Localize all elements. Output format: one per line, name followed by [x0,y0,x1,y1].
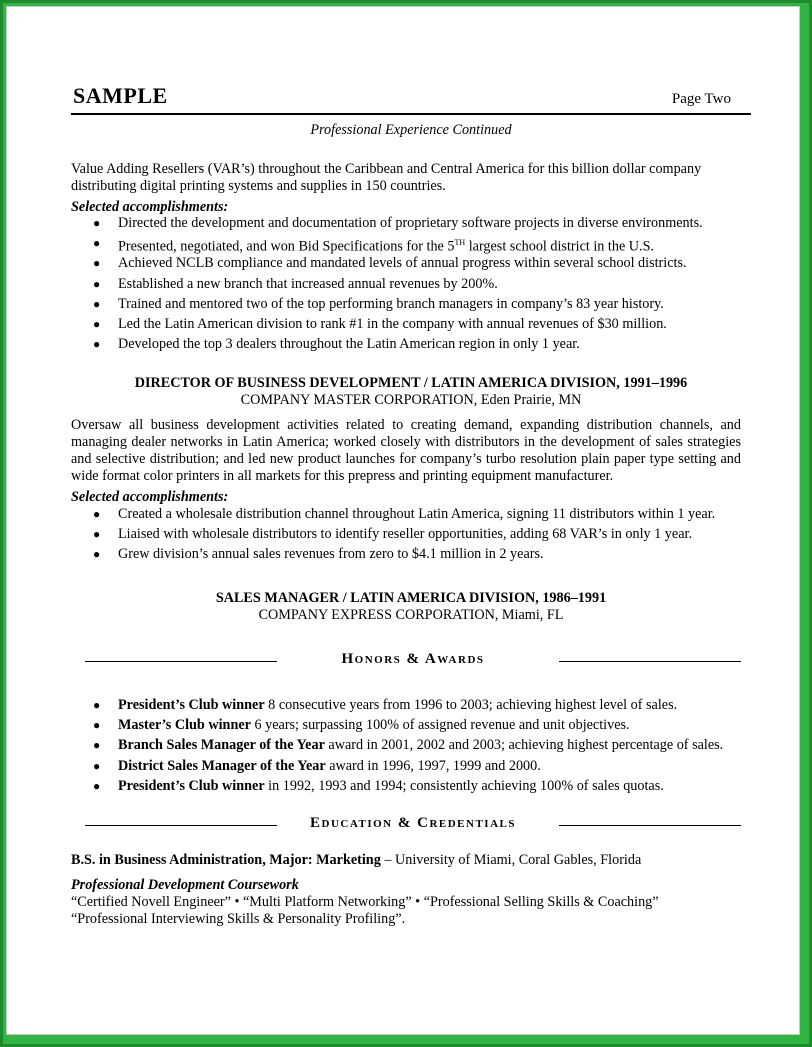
list-item: ● Established a new branch that increased annual revenues by 200%. [93,275,498,292]
pd-label: Professional Development Coursework [71,877,299,893]
page-header [71,83,751,115]
list-item: ● District Sales Manager of the Year award in 1996, 1997, 1999 and 2000. [93,757,541,774]
page-number: Page Two [671,91,731,107]
intro-paragraph: Value Adding Resellers (VAR’s) throughout the Caribbean and Central America for this billion dollar company distributing digital printing systems and supplies in 150 countries. [71,161,702,194]
list-item: ● President’s Club winner 8 consecutive years from 1996 to 2003; achieving highest level of sales. [93,697,678,713]
continued-heading: Professional Experience Continued [310,122,512,138]
list-item: ● Developed the top 3 dealers throughout the Latin American region in only 1 year. [93,336,580,353]
degree-line: B.S. in Business Administration, Major: Marketing – University of Miami, Coral Gables, Florida [71,852,642,868]
pd-courses-line-1: “Certified Novell Engineer” • “Multi Platform Networking” • “Professional Selling Skills & Coaching” [71,894,659,910]
honors-section-heading [85,651,741,673]
company-express: COMPANY EXPRESS CORPORATION, Miami, FL [258,607,564,623]
company-master: COMPANY MASTER CORPORATION, Eden Prairie, MN [240,392,582,408]
accomplishments-label-1: Selected accomplishments: [71,199,229,215]
job-title-sales-manager: SALES MANAGER / LATIN AMERICA DIVISION, 1986–1991 [215,590,607,606]
list-item: ● Trained and mentored two of the top performing branch managers in company’s 83 year history. [93,295,664,312]
education-heading: Education & Credentials [310,815,516,831]
accomplishments-list-2 [71,504,715,565]
list-item: ● Directed the development and documentation of proprietary software projects in diverse environments. [93,215,703,231]
job-title-director: DIRECTOR OF BUSINESS DEVELOPMENT / LATIN AMERICA DIVISION, 1991–1996 [134,375,688,391]
accomplishments-label-2: Selected accomplishments: [71,489,229,505]
list-item: ● Achieved NCLB compliance and mandated levels of annual progress within several school districts. [93,255,687,272]
list-item: ● Master’s Club winner 6 years; surpassing 100% of assigned revenue and unit objectives. [93,717,630,734]
list-item: ● President’s Club winner in 1992, 1993 and 1994; consistently achieving 100% of sales quotas. [93,777,664,794]
list-item: ● Liaised with wholesale distributors to identify reseller opportunities, adding 68 VAR’s in only 1 year. [93,526,692,543]
honors-list [71,695,723,796]
pd-courses-line-2: “Professional Interviewing Skills & Personality Profiling”. [71,911,406,927]
document-page [6,6,800,1035]
list-item: ● Created a wholesale distribution channel throughout Latin America, signing 11 distributors within 1 year. [93,506,716,522]
honors-heading: Honors & Awards [341,651,485,667]
accomplishments-list-1 [71,213,703,354]
list-item: ● Led the Latin American division to rank #1 in the company with annual revenues of $30 million. [93,315,667,332]
list-item: ● Grew division’s annual sales revenues from zero to $4.1 million in 2 years. [93,546,544,563]
director-description: Oversaw all business development activities related to creating demand, expanding distribution channels, and managing dealer networks in Latin America; worked closely with distributors in the development of sales strategies and selective distribution; and led new product launches for company’s turbo resolution plain paper type setting and wide format color printers in all markets for this prepress and printing equipment manufacturer. [71,417,741,484]
list-item: ● Presented, negotiated, and won Bid Specifications for the 5TH largest school district in the U.S. [93,236,655,255]
document-title: SAMPLE [73,83,168,108]
list-item: ● Branch Sales Manager of the Year award in 2001, 2002 and 2003; achieving highest percentage of sales. [93,737,724,754]
education-section-heading [85,815,741,837]
